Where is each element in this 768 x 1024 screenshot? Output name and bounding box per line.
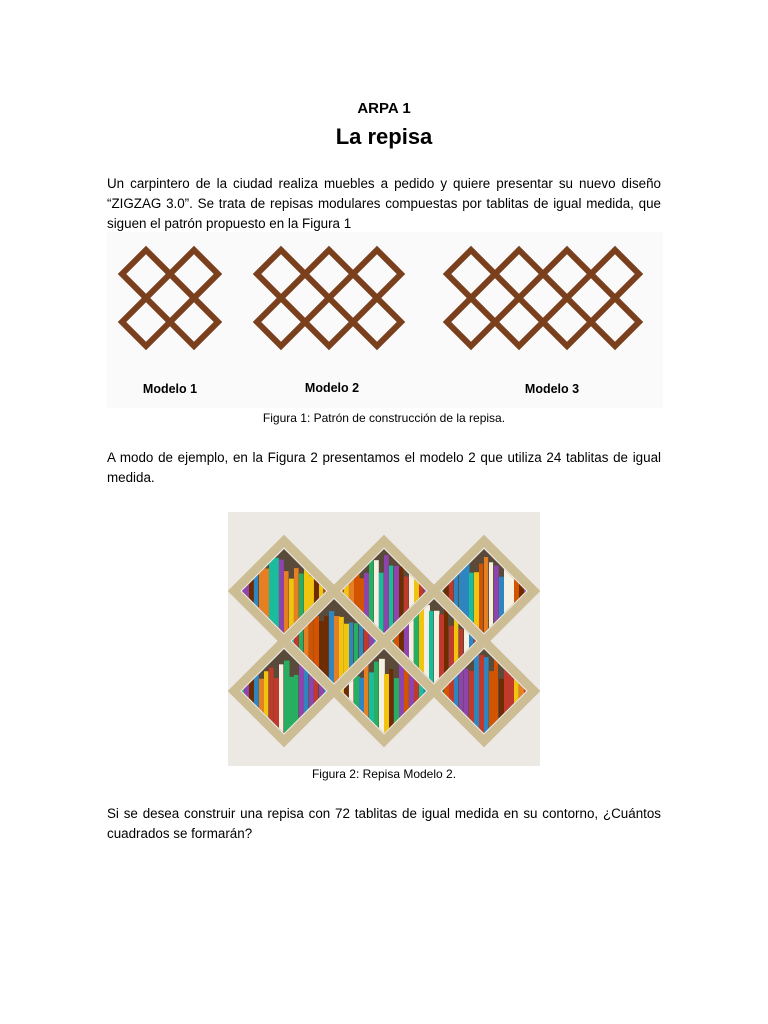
pattern-diamond	[257, 298, 305, 346]
intro-paragraph: Un carpintero de la ciudad realiza muebles a pedido y quiere presentar su nuevo diseño “ZIGZAG 3.0”. Se trata de repisas modulares compuestas por tablitas de igual medida, que siguen el patrón propuesto en la Figura 1	[107, 176, 661, 231]
model-2-label: Modelo 2	[304, 381, 360, 395]
pattern-diamond	[591, 298, 639, 346]
figure-2-caption: Figura 2: Repisa Modelo 2.	[311, 767, 457, 781]
pattern-diamond	[543, 298, 591, 346]
pattern-diamond	[170, 250, 218, 298]
pattern-diamond	[122, 250, 170, 298]
pattern-diamond	[447, 298, 495, 346]
bookshelf-illustration	[228, 512, 540, 766]
pattern-diamond	[591, 250, 639, 298]
pattern-diamond	[170, 298, 218, 346]
pattern-diamond	[543, 250, 591, 298]
pattern-diamond	[305, 298, 353, 346]
example-paragraph: A modo de ejemplo, en la Figura 2 presentamos el modelo 2 que utiliza 24 tablitas de igual medida.	[107, 450, 661, 485]
figure-2-photo	[228, 512, 540, 766]
model-1-label: Modelo 1	[142, 382, 198, 396]
pattern-diamond	[447, 250, 495, 298]
figure-1-caption: Figura 1: Patrón de construcción de la repisa.	[262, 411, 506, 425]
activity-number: ARPA 1	[357, 100, 411, 117]
model-3-label: Modelo 3	[524, 382, 580, 396]
pattern-diamond	[353, 298, 401, 346]
pattern-diamond	[122, 298, 170, 346]
pattern-diamond	[353, 250, 401, 298]
pattern-diamond	[305, 250, 353, 298]
page-title: La repisa	[335, 124, 433, 149]
pattern-diamond	[495, 298, 543, 346]
pattern-diamond	[257, 250, 305, 298]
pattern-diamond	[495, 250, 543, 298]
question-paragraph: Si se desea construir una repisa con 72 tablitas de igual medida en su contorno, ¿Cuántos cuadrados se formarán?	[107, 806, 661, 841]
figure-1-pattern	[107, 232, 663, 408]
